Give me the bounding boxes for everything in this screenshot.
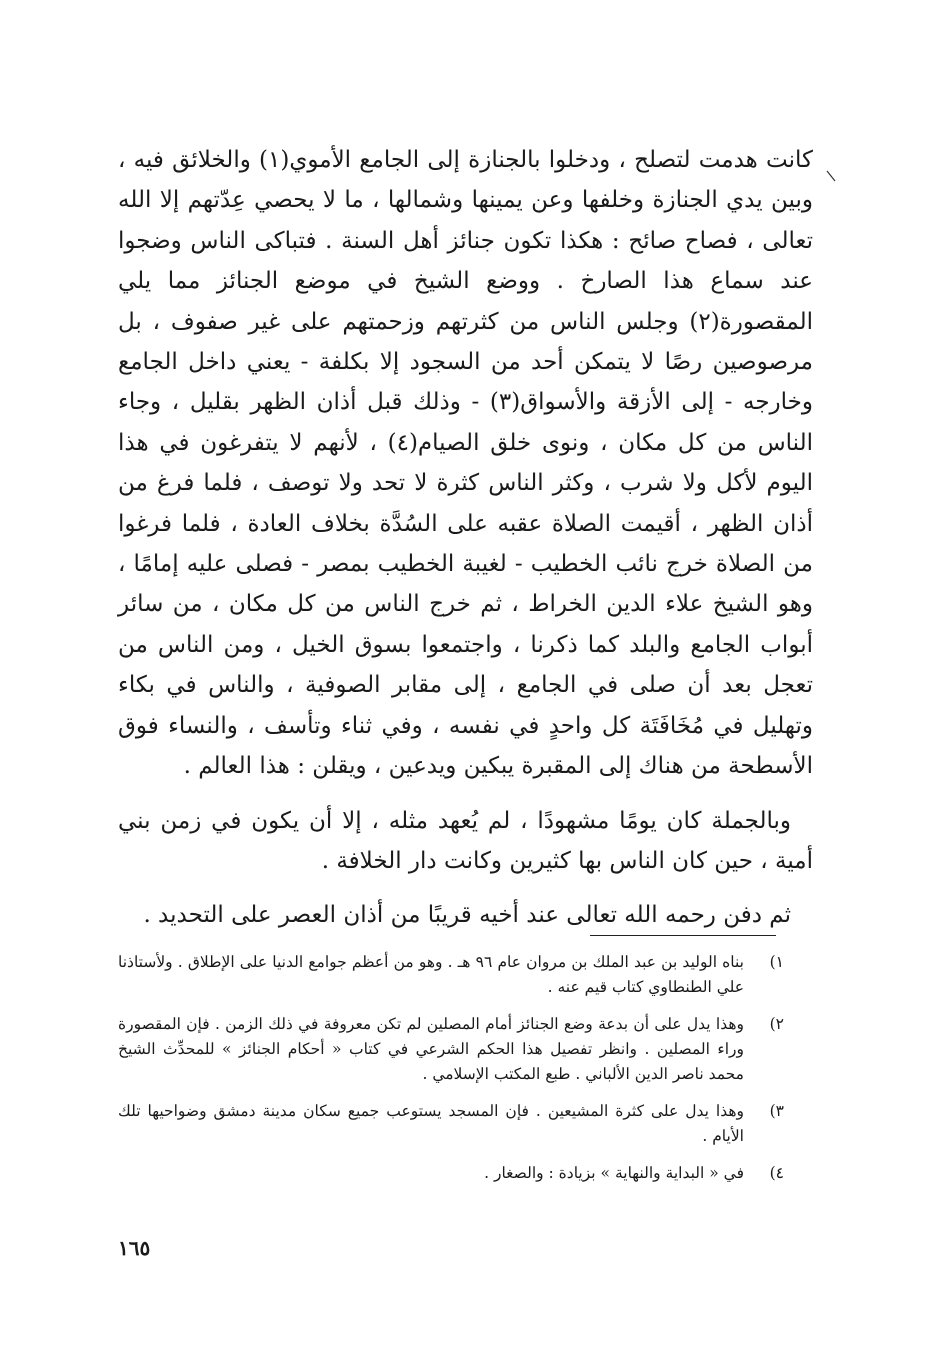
footnote-text: وهذا يدل على أن بدعة وضع الجنائز أمام المصلين لم تكن معروفة في ذلك الزمن . فإن المقصورة وراء المصلين . وانظر تفصيل هذا الحكم الشرعي في كتاب « أحكام الجنائز » للمحدِّث الشيخ محمد ناصر الدين الألباني . طبع المكتب الإسلامي . [118, 1015, 744, 1083]
footnote-number: ٢) [769, 1015, 784, 1033]
footnote-text: وهذا يدل على كثرة المشيعين . فإن المسجد يستوعب جميع سكان مدينة دمشق وضواحيها تلك الأيام . [118, 1102, 744, 1145]
paragraph: ثم دفن رحمه الله تعالى عند أخيه قريبًا من أذان العصر على التحديد . [143, 902, 791, 929]
main-text [118, 140, 813, 936]
margin-mark-icon [826, 170, 836, 182]
footnote [118, 950, 784, 1000]
footnote-text: في « البداية والنهاية » بزيادة : والصغار . [484, 1164, 744, 1182]
footnote [118, 1161, 784, 1186]
footnote-number: ١) [769, 953, 784, 971]
footnote-separator [590, 935, 776, 936]
footnote [118, 1012, 784, 1087]
footnote-number: ٣) [769, 1102, 784, 1120]
footnote-number: ٤) [769, 1164, 784, 1182]
footnotes [118, 950, 784, 1198]
paragraph: وبالجملة كان يومًا مشهودًا ، لم يُعهد مثله ، إلا أن يكون في زمن بني أمية ، حين كان الناس بها كثيرين وكانت دار الخلافة . [118, 807, 813, 874]
footnote [118, 1099, 784, 1149]
paragraph: كانت هدمت لتصلح ، ودخلوا بالجنازة إلى الجامع الأموي(١) والخلائق فيه ، وبين يدي الجنازة وخلفها وعن يمينها وشمالها ، ما لا يحصي عِدّتهم إلا الله تعالى ، فصاح صائح : هكذا تكون جنائز أهل السنة . فتباكى الناس وضجوا عند سماع هذا الصارخ . ووضع الشيخ في موضع الجنائز مما يلي المقصورة(٢) وجلس الناس من كثرتهم وزحمتهم على غير صفوف ، بل مرصوصين رصًا لا يتمكن أحد من السجود إلا بكلفة - يعني داخل الجامع وخارجه - إلى الأزقة والأسواق(٣) - وذلك قبل أذان الظهر بقليل ، وجاء الناس من كل مكان ، ونوى خلق الصيام(٤) ، لأنهم لا يتفرغون في هذا اليوم لأكل ولا شرب ، وكثر الناس كثرة لا تحد ولا توصف ، فلما فرغ من أذان الظهر ، أقيمت الصلاة عقبه على السُدَّة بخلاف العادة ، فلما فرغوا من الصلاة خرج نائب الخطيب - لغيبة الخطيب بمصر - فصلى عليه إمامًا ، وهو الشيخ علاء الدين الخراط ، ثم خرج الناس من كل مكان ، من سائر أبواب الجامع والبلد كما ذكرنا ، واجتمعوا بسوق الخيل ، ومن الناس من تعجل بعد أن صلى في الجامع ، إلى مقابر الصوفية ، والناس في بكاء وتهليل في مُخَافَتَة كل واحدٍ في نفسه ، وفي ثناء وتأسف ، والنساء فوق الأسطحة من هناك إلى المقبرة يبكين ويدعين ، ويقلن : هذا العالم . [118, 147, 813, 780]
page-number: ١٦٥ [118, 1236, 151, 1260]
footnote-text: بناه الوليد بن عبد الملك بن مروان عام ٩٦ هـ . وهو من أعظم جوامع الدنيا على الإطلاق . ولأستاذنا علي الطنطاوي كتاب قيم عنه . [118, 953, 744, 996]
